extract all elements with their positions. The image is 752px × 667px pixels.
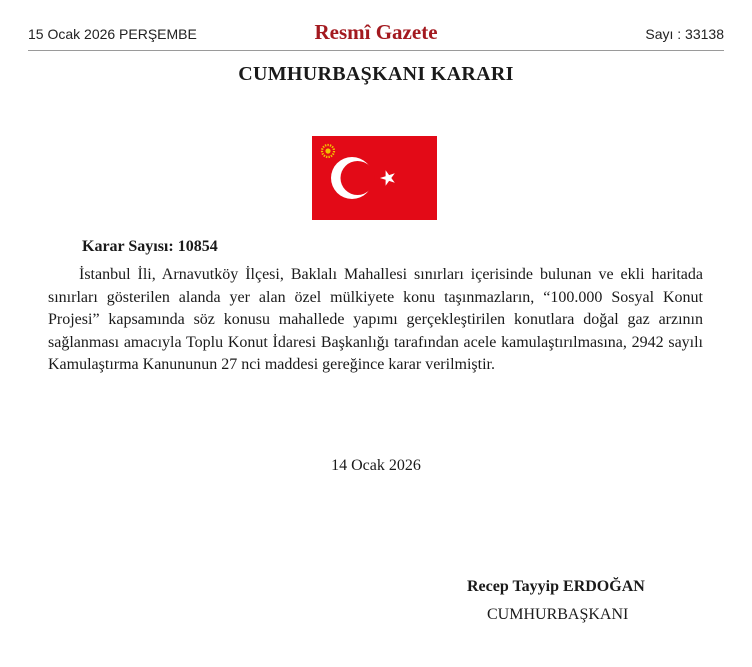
signer-name: Recep Tayyip ERDOĞAN <box>467 578 645 595</box>
gazette-header <box>28 18 724 51</box>
decree-body: İstanbul İli, Arnavutköy İlçesi, Baklalı Mahallesi sınırları içerisinde bulunan ve ekli haritada sınırları gösterilen alanda yer alan özel mülkiyete konu taşınmazların, “100.000 Sosyal Konut Projesi” kapsamında söz konusu mahallede yapımı gerçekleştirilen konutlara doğal gaz arzının sağlanması amacıyla Toplu Konut İdaresi Başkanlığı tarafından acele kamulaştırılmasına, 2942 sayılı Kamulaştırma Kanununun 27 nci maddesi gereğince karar verilmiştir. <box>48 266 703 373</box>
turkish-flag-icon <box>312 136 437 220</box>
signer-title: CUMHURBAŞKANI <box>487 606 629 623</box>
crescent-inner <box>341 161 375 195</box>
issue-number: Sayı : 33138 <box>645 26 724 42</box>
signature-date: 14 Ocak 2026 <box>331 457 421 474</box>
decree-number: Karar Sayısı: 10854 <box>82 238 218 255</box>
header-date: 15 Ocak 2026 PERŞEMBE <box>28 26 197 42</box>
decree-title: CUMHURBAŞKANI KARARI <box>238 63 514 85</box>
gazette-name: Resmî Gazete <box>314 20 438 44</box>
